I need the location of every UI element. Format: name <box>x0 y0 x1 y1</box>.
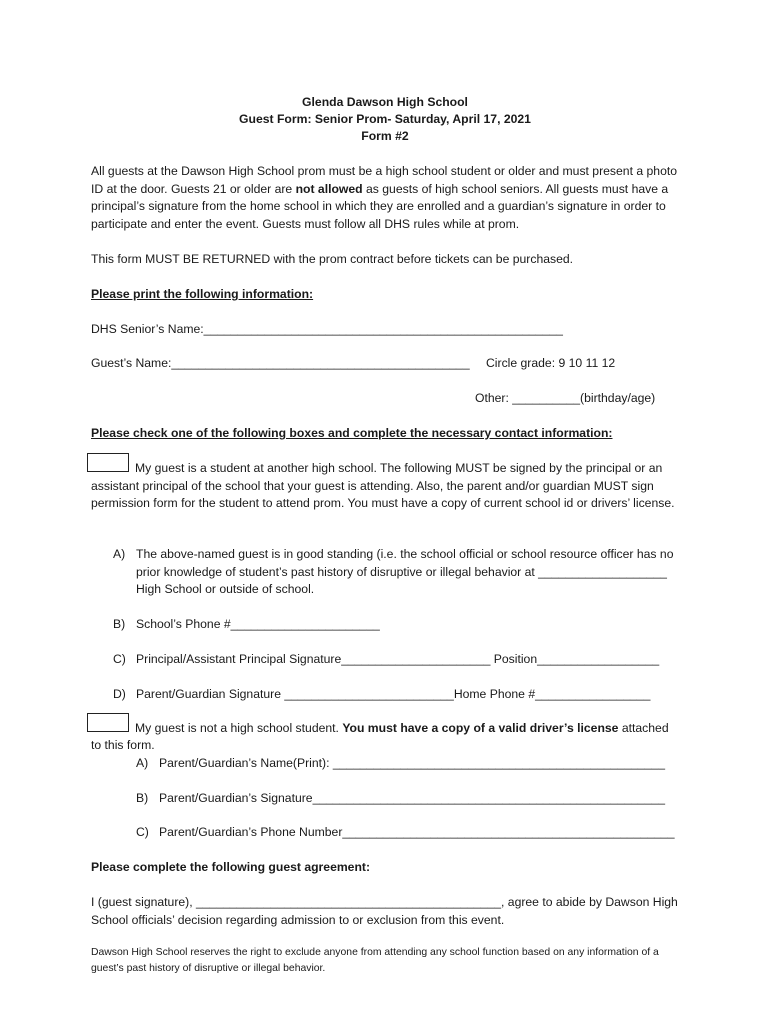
option2-text-pre: My guest is not a high school student. <box>135 721 343 735</box>
option1-item-c-label: C) <box>113 652 126 666</box>
option2-item-b-label: B) <box>136 791 149 805</box>
option1-item-d-label: D) <box>113 687 126 701</box>
guardian-name-field[interactable]: Parent/Guardian’s Name(Print): _________________________________________________ <box>159 756 665 770</box>
intro-emphasis: not allowed <box>295 181 363 196</box>
other-grade-field[interactable]: Other: __________(birthday/age) <box>475 391 656 405</box>
option2-checkbox[interactable] <box>87 713 129 732</box>
principal-signature-field[interactable]: Principal/Assistant Principal Signature______________________ Position__________________ <box>136 652 660 666</box>
intro-part1: All guests at the Dawson High School prom must be a high school student or older and must present a photo ID at the door. Guests 21 or older are <box>91 164 678 196</box>
option2-text-post: attached <box>618 721 669 735</box>
option1-text: My guest is a student at another high school. The following MUST be signed by the principal or an assistant principal of the school that your guest is attending. Also, the parent and/or guardian MUST sign permission form for the student to attend prom. You must have a copy of current school id or drivers’ license. <box>91 461 675 511</box>
guardian-phone-field[interactable]: Parent/Guardian’s Phone Number_________________________________________________ <box>159 825 675 839</box>
check-heading: Please check one of the following boxes and complete the necessary contact information: <box>91 426 613 440</box>
senior-name-field[interactable]: DHS Senior’s Name:_____________________________________________________ <box>91 322 563 336</box>
parent-signature-field[interactable]: Parent/Guardian Signature _________________________Home Phone #_________________ <box>136 687 651 701</box>
option2-continuation: to this form. <box>91 738 155 752</box>
option1-item-a-label: A) <box>113 547 126 561</box>
option2-text-bold: You must have a copy of a valid driver’s license <box>342 721 619 735</box>
school-name: Glenda Dawson High School <box>302 95 468 109</box>
option1-item-a-text: The above-named guest is in good standing (i.e. the school official or school resource officer has no prior knowledge of student’s past history of disruptive or illegal behavior at ___________________ High School or outside of school. <box>136 547 674 597</box>
guest-name-field[interactable]: Guest’s Name:____________________________________________ <box>91 356 470 370</box>
agreement-heading: Please complete the following guest agreement: <box>91 860 371 874</box>
option2-item-c-label: C) <box>136 825 149 839</box>
option2-text <box>135 720 669 738</box>
intro-paragraph <box>91 163 681 233</box>
option2-item-a-label: A) <box>136 756 149 770</box>
option1-item-b-label: B) <box>113 617 126 631</box>
agreement-text[interactable]: I (guest signature), _____________________________________________, agree to abide by Dawson High School officials’ decision regarding admission to or exclusion from this event. <box>91 895 678 927</box>
intro-part2: as guests of high school seniors. All guests must have a principal’s signature from the home school in which they are enrolled and a guardian’s signature in order to participate and enter the event. Guests must follow all DHS rules while at prom. <box>91 181 669 231</box>
form-title: Guest Form: Senior Prom- Saturday, April 17, 2021 <box>239 112 531 126</box>
guardian-signature-field[interactable]: Parent/Guardian’s Signature____________________________________________________ <box>159 791 666 805</box>
info-heading: Please print the following information: <box>91 287 314 301</box>
form-number: Form #2 <box>361 129 409 143</box>
school-phone-field[interactable]: School’s Phone #______________________ <box>136 617 380 631</box>
footer-note: Dawson High School reserves the right to exclude anyone from attending any school function based on any information of a guest’s past history of disruptive or illegal behavior. <box>91 947 659 974</box>
return-notice: This form MUST BE RETURNED with the prom contract before tickets can be purchased. <box>91 252 574 266</box>
circle-grade[interactable]: Circle grade: 9 10 11 12 <box>486 356 616 370</box>
